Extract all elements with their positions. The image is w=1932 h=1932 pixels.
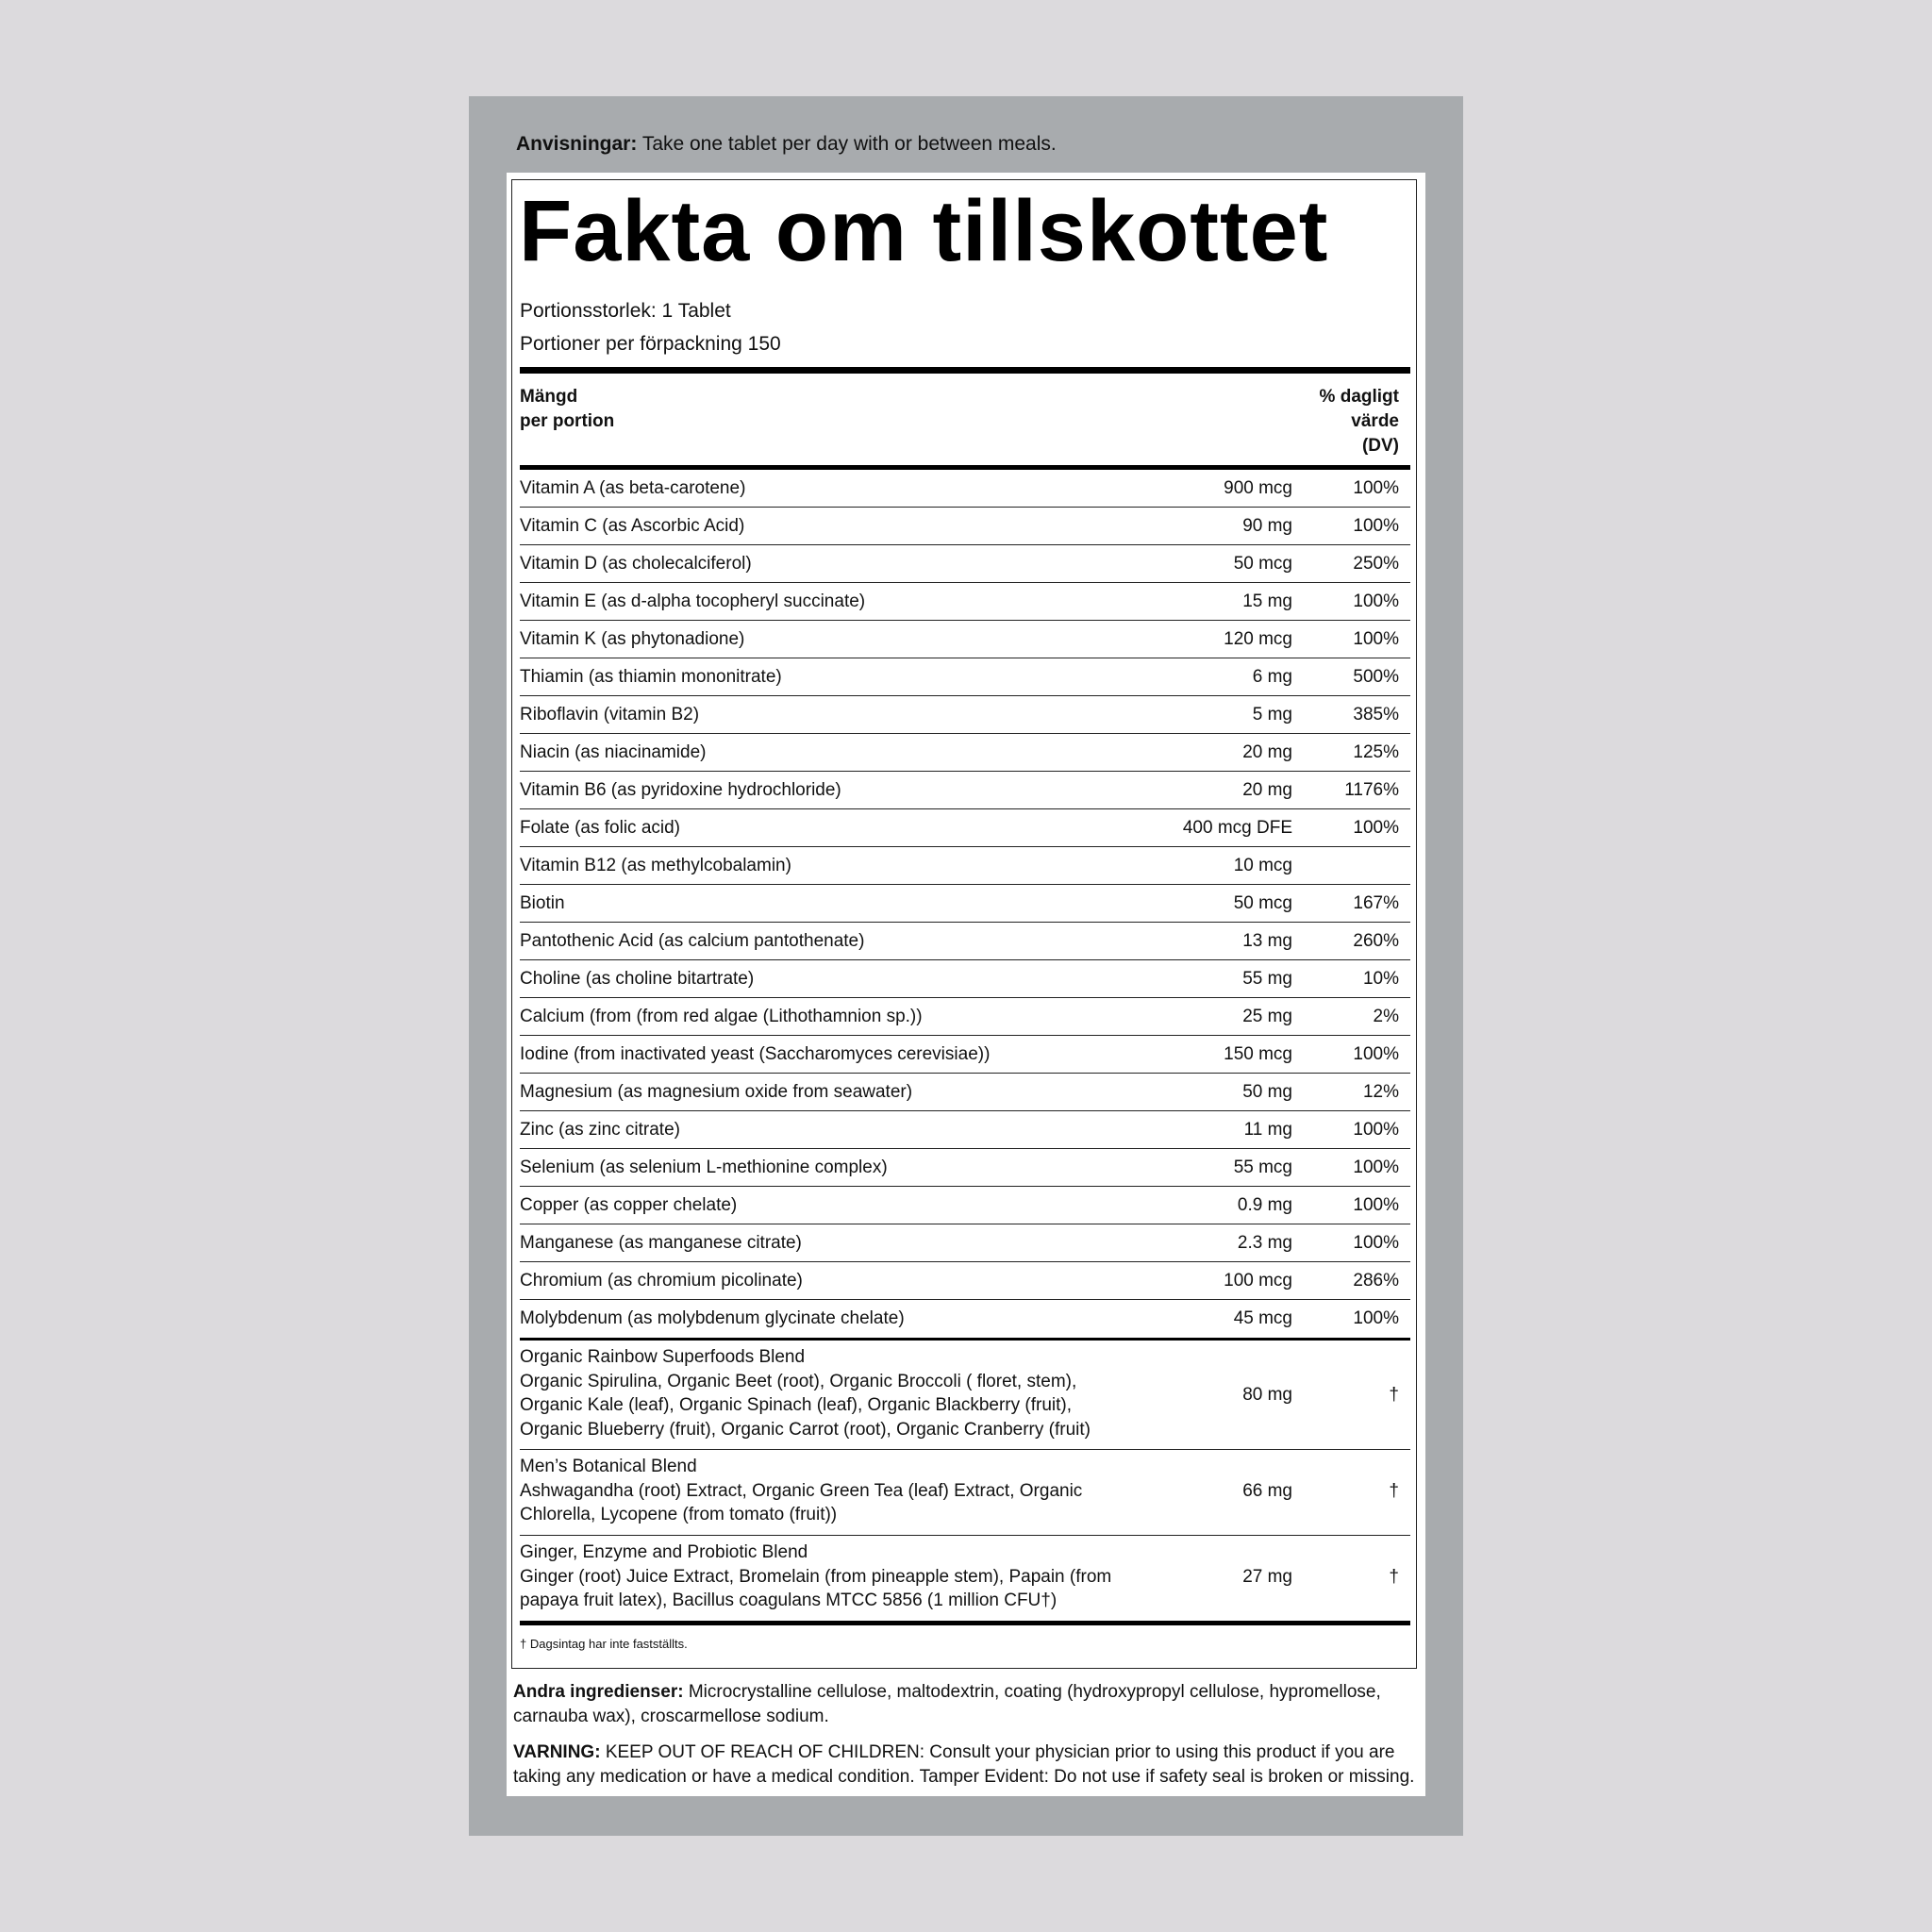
blend-description bbox=[520, 1541, 1124, 1613]
nutrient-dv: 100% bbox=[1353, 591, 1399, 611]
nutrient-dv: 100% bbox=[1353, 818, 1399, 838]
nutrient-amount: 900 mcg bbox=[1224, 478, 1292, 498]
nutrient-dv: 250% bbox=[1353, 554, 1399, 574]
nutrient-name: Vitamin D (as cholecalciferol) bbox=[520, 554, 752, 574]
nutrient-row bbox=[520, 809, 1410, 847]
nutrient-row bbox=[520, 1111, 1410, 1149]
nutrient-amount: 0.9 mg bbox=[1237, 1195, 1292, 1215]
nutrient-name: Manganese (as manganese citrate) bbox=[520, 1233, 802, 1253]
blend-dv: † bbox=[1389, 1385, 1399, 1405]
warning-label: VARNING: bbox=[513, 1742, 601, 1762]
nutrient-dv: 100% bbox=[1353, 1120, 1399, 1140]
blend-amount: 66 mg bbox=[1242, 1481, 1292, 1501]
nutrient-amount: 55 mg bbox=[1242, 969, 1292, 989]
nutrient-row bbox=[520, 960, 1410, 998]
nutrient-name: Riboflavin (vitamin B2) bbox=[520, 705, 700, 724]
nutrient-dv: 500% bbox=[1353, 667, 1399, 687]
nutrient-name: Iodine (from inactivated yeast (Saccharomyces cerevisiae)) bbox=[520, 1044, 991, 1064]
nutrient-row bbox=[520, 508, 1410, 545]
nutrient-amount: 10 mcg bbox=[1233, 856, 1292, 875]
thick-divider bbox=[520, 367, 1410, 374]
nutrient-name: Niacin (as niacinamide) bbox=[520, 742, 707, 762]
thick-divider bbox=[520, 1621, 1410, 1625]
nutrient-name: Folate (as folic acid) bbox=[520, 818, 681, 838]
blend-row bbox=[520, 1536, 1410, 1621]
nutrient-dv: 100% bbox=[1353, 478, 1399, 498]
blend-ingredients: Organic Spirulina, Organic Beet (root), Organic Broccoli ( floret, stem), Organic Kale (leaf), Organic Spinach (leaf), Organic Blackberry (fruit), Organic Blueberry (fruit), Organic Carrot (root), Organic Cranberry (fruit) bbox=[520, 1371, 1091, 1440]
other-ingredients-label: Andra ingredienser: bbox=[513, 1682, 684, 1702]
nutrient-amount: 100 mcg bbox=[1224, 1271, 1292, 1291]
nutrient-row bbox=[520, 923, 1410, 960]
nutrient-amount: 50 mg bbox=[1242, 1082, 1292, 1102]
nutrient-dv: 10% bbox=[1362, 969, 1399, 989]
facts-title: Fakta om tillskottet bbox=[519, 183, 1329, 279]
other-ingredients bbox=[513, 1680, 1419, 1729]
nutrient-name: Thiamin (as thiamin mononitrate) bbox=[520, 667, 782, 687]
nutrient-name: Vitamin B6 (as pyridoxine hydrochloride) bbox=[520, 780, 841, 800]
nutrient-row bbox=[520, 885, 1410, 923]
nutrient-amount: 45 mcg bbox=[1233, 1308, 1292, 1328]
nutrient-name: Calcium (from (from red algae (Lithothamnion sp.)) bbox=[520, 1007, 923, 1026]
nutrient-dv: 100% bbox=[1353, 629, 1399, 649]
nutrient-dv: 167% bbox=[1353, 893, 1399, 913]
nutrient-amount: 15 mg bbox=[1242, 591, 1292, 611]
nutrient-name: Vitamin C (as Ascorbic Acid) bbox=[520, 516, 745, 536]
nutrient-name: Molybdenum (as molybdenum glycinate chelate) bbox=[520, 1308, 905, 1328]
nutrient-name: Selenium (as selenium L-methionine complex) bbox=[520, 1158, 888, 1177]
nutrient-name: Vitamin K (as phytonadione) bbox=[520, 629, 745, 649]
nutrient-name: Choline (as choline bitartrate) bbox=[520, 969, 755, 989]
nutrient-name: Copper (as copper chelate) bbox=[520, 1195, 738, 1215]
nutrient-dv: 100% bbox=[1353, 1044, 1399, 1064]
nutrient-amount: 400 mcg DFE bbox=[1182, 818, 1292, 838]
nutrient-amount: 55 mcg bbox=[1233, 1158, 1292, 1177]
nutrient-row bbox=[520, 621, 1410, 658]
header-amount bbox=[520, 385, 614, 434]
blend-dv: † bbox=[1389, 1567, 1399, 1587]
nutrient-dv: 100% bbox=[1353, 1308, 1399, 1328]
nutrient-amount: 120 mcg bbox=[1224, 629, 1292, 649]
directions-label: Anvisningar: bbox=[516, 133, 638, 155]
nutrient-row bbox=[520, 1074, 1410, 1111]
nutrient-amount: 11 mg bbox=[1243, 1120, 1292, 1140]
nutrient-amount: 50 mcg bbox=[1233, 893, 1292, 913]
nutrient-name: Vitamin A (as beta-carotene) bbox=[520, 478, 746, 498]
nutrient-name: Pantothenic Acid (as calcium pantothenate) bbox=[520, 931, 865, 951]
nutrient-row bbox=[520, 470, 1410, 508]
nutrient-amount: 20 mg bbox=[1242, 780, 1292, 800]
blend-title: Men’s Botanical Blend bbox=[520, 1457, 697, 1476]
blend-ingredients: Ginger (root) Juice Extract, Bromelain (from pineapple stem), Papain (from papaya fruit latex), Bacillus coagulans MTCC 5856 (1 million CFU†) bbox=[520, 1566, 1112, 1610]
nutrient-row bbox=[520, 1149, 1410, 1187]
nutrient-dv: 2% bbox=[1373, 1007, 1399, 1026]
serving-size: Portionsstorlek: 1 Tablet bbox=[520, 300, 731, 322]
nutrient-row bbox=[520, 1187, 1410, 1224]
blend-row bbox=[520, 1450, 1410, 1536]
nutrient-amount: 20 mg bbox=[1242, 742, 1292, 762]
blend-title: Ginger, Enzyme and Probiotic Blend bbox=[520, 1542, 808, 1562]
other-ingredients-text: Microcrystalline cellulose, maltodextrin, coating (hydroxypropyl cellulose, hypromellose, carnauba wax), croscarmellose sodium. bbox=[513, 1682, 1381, 1726]
nutrient-name: Zinc (as zinc citrate) bbox=[520, 1120, 680, 1140]
nutrient-dv: 260% bbox=[1353, 931, 1399, 951]
nutrient-amount: 25 mg bbox=[1242, 1007, 1292, 1026]
header-amount-line2: per portion bbox=[520, 411, 615, 431]
nutrient-amount: 5 mg bbox=[1252, 705, 1292, 724]
nutrient-dv: 100% bbox=[1353, 516, 1399, 536]
nutrient-dv: 100% bbox=[1353, 1233, 1399, 1253]
nutrient-name: Biotin bbox=[520, 893, 565, 913]
nutrient-row bbox=[520, 545, 1410, 583]
nutrient-amount: 90 mg bbox=[1242, 516, 1292, 536]
blend-description bbox=[520, 1345, 1124, 1441]
directions-body: Take one tablet per day with or between meals. bbox=[637, 133, 1057, 155]
nutrient-amount: 2.3 mg bbox=[1237, 1233, 1292, 1253]
nutrient-dv: 100% bbox=[1353, 1195, 1399, 1215]
warning bbox=[513, 1740, 1419, 1790]
nutrient-row bbox=[520, 847, 1410, 885]
header-amount-line1: Mängd bbox=[520, 387, 578, 407]
header-daily-value bbox=[1226, 385, 1399, 458]
nutrient-row bbox=[520, 583, 1410, 621]
nutrient-dv: 12% bbox=[1362, 1082, 1399, 1102]
nutrient-row bbox=[520, 1262, 1410, 1300]
nutrient-dv: 385% bbox=[1353, 705, 1399, 724]
blend-description bbox=[520, 1455, 1124, 1527]
nutrient-name: Vitamin B12 (as methylcobalamin) bbox=[520, 856, 791, 875]
blend-row bbox=[520, 1341, 1410, 1450]
footnote: † Dagsintag har inte fastställts. bbox=[520, 1637, 688, 1651]
header-dv-line3: (DV) bbox=[1361, 436, 1399, 456]
nutrient-name: Chromium (as chromium picolinate) bbox=[520, 1271, 803, 1291]
blend-amount: 80 mg bbox=[1242, 1385, 1292, 1405]
nutrient-amount: 50 mcg bbox=[1233, 554, 1292, 574]
nutrient-dv: 1176% bbox=[1344, 780, 1399, 800]
nutrient-row bbox=[520, 998, 1410, 1036]
nutrient-amount: 13 mg bbox=[1242, 931, 1292, 951]
nutrient-row bbox=[520, 772, 1410, 809]
nutrient-dv: 125% bbox=[1353, 742, 1399, 762]
nutrient-row bbox=[520, 1300, 1410, 1338]
blend-amount: 27 mg bbox=[1242, 1567, 1292, 1587]
nutrient-row bbox=[520, 696, 1410, 734]
nutrient-dv: 100% bbox=[1353, 1158, 1399, 1177]
nutrient-amount: 150 mcg bbox=[1224, 1044, 1292, 1064]
blend-title: Organic Rainbow Superfoods Blend bbox=[520, 1347, 806, 1367]
nutrient-name: Vitamin E (as d-alpha tocopheryl succinate) bbox=[520, 591, 866, 611]
servings-per-container: Portioner per förpackning 150 bbox=[520, 333, 781, 355]
directions-text bbox=[516, 131, 1057, 158]
nutrient-name: Magnesium (as magnesium oxide from seawater) bbox=[520, 1082, 913, 1102]
blend-dv: † bbox=[1389, 1481, 1399, 1501]
blend-ingredients: Ashwagandha (root) Extract, Organic Green Tea (leaf) Extract, Organic Chlorella, Lycopene (from tomato (fruit)) bbox=[520, 1480, 1083, 1524]
nutrient-row bbox=[520, 734, 1410, 772]
nutrient-row bbox=[520, 1224, 1410, 1262]
nutrient-amount: 6 mg bbox=[1252, 667, 1292, 687]
warning-text: KEEP OUT OF REACH OF CHILDREN: Consult your physician prior to using this product if you are taking any medication or have a medical condition. Tamper Evident: Do not use if safety seal is broken or missing. bbox=[513, 1742, 1415, 1787]
nutrient-dv: 286% bbox=[1353, 1271, 1399, 1291]
nutrient-row bbox=[520, 1036, 1410, 1074]
header-dv-line2: värde bbox=[1351, 411, 1399, 431]
nutrient-row bbox=[520, 658, 1410, 696]
header-dv-line1: % dagligt bbox=[1319, 387, 1399, 407]
